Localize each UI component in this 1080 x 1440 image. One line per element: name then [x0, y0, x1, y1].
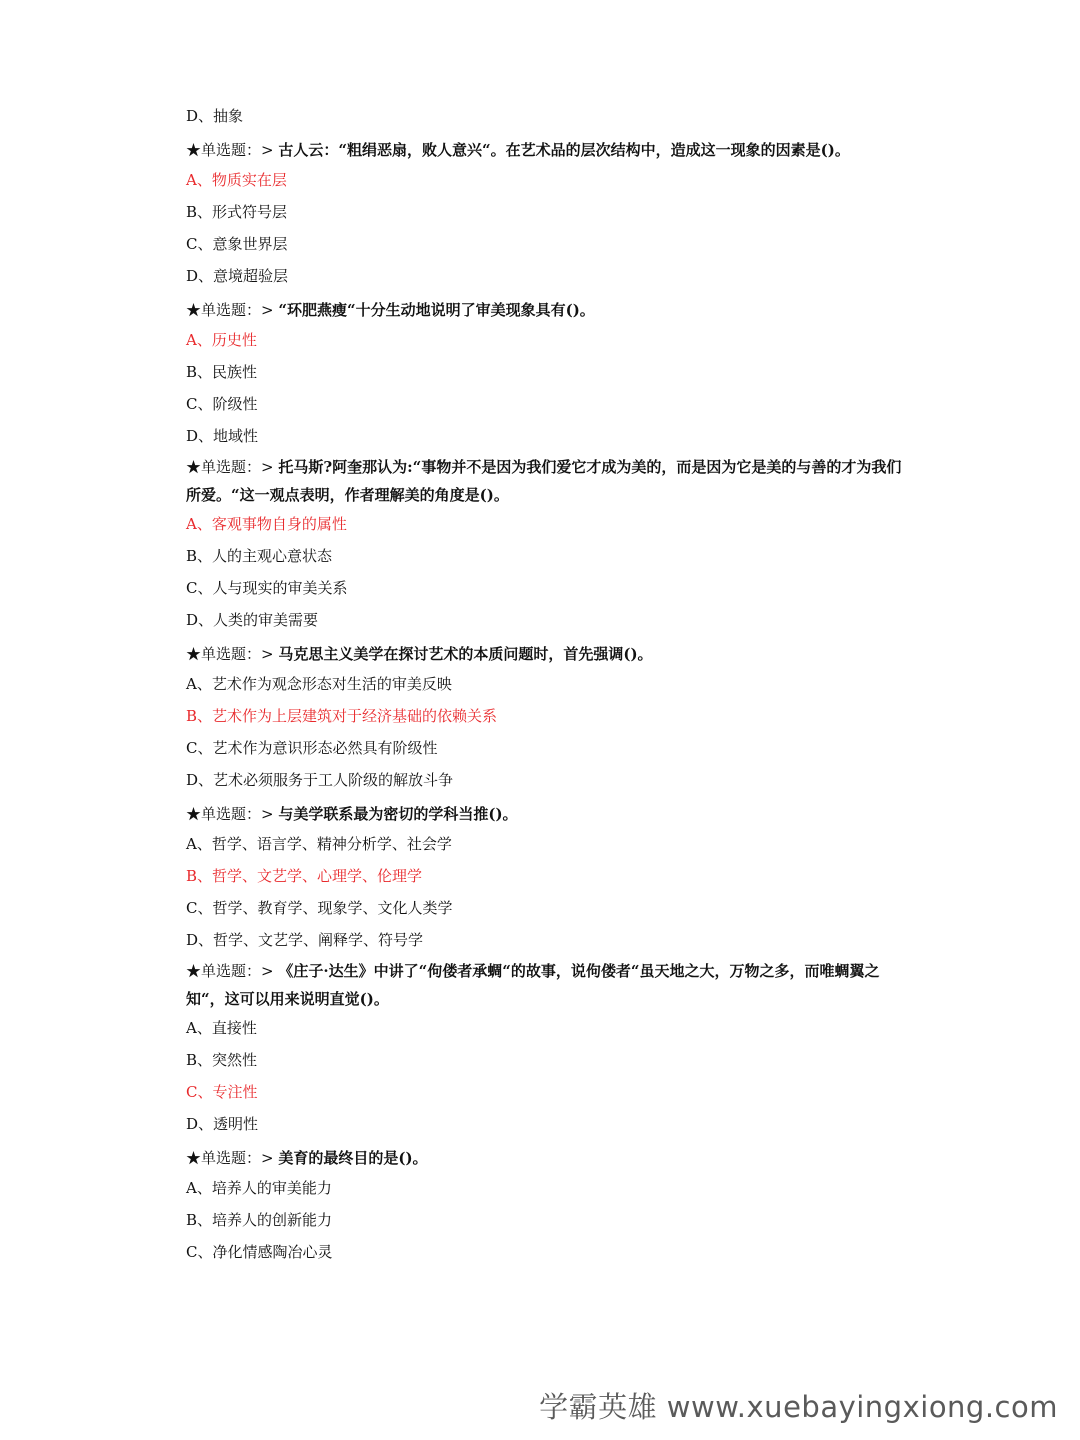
question-stem: 《庄子·达生》中讲了“佝偻者承蜩“的故事，说佝偻者“虽天地之大，万物之多，而唯蜩翼之知“，这可以用来说明直觉()。 [186, 962, 880, 1008]
option: A、直接性 [186, 1019, 257, 1037]
question-3 [186, 453, 916, 509]
question-prefix: ★单选题：> [186, 458, 274, 476]
question-prefix: ★单选题：> [186, 301, 274, 319]
option-correct: B、哲学、文艺学、心理学、伦理学 [186, 867, 423, 885]
option: B、突然性 [186, 1051, 258, 1069]
option: D、透明性 [186, 1115, 259, 1133]
question-prefix: ★单选题：> [186, 962, 274, 980]
option: B、人的主观心意状态 [186, 547, 333, 565]
option-correct: C、专注性 [186, 1083, 258, 1101]
question-4 [186, 640, 916, 668]
question-2 [186, 296, 916, 324]
question-1 [186, 136, 916, 164]
option: C、意象世界层 [186, 235, 288, 253]
question-prefix: ★单选题：> [186, 1149, 274, 1167]
option: C、人与现实的审美关系 [186, 579, 348, 597]
option: D、意境超验层 [186, 267, 289, 285]
option: A、哲学、语言学、精神分析学、社会学 [186, 835, 452, 853]
option-correct: A、物质实在层 [186, 171, 287, 189]
question-prefix: ★单选题：> [186, 805, 274, 823]
option-lead: D、抽象 [186, 107, 244, 125]
question-7 [186, 1144, 916, 1172]
question-5 [186, 800, 916, 828]
option: B、培养人的创新能力 [186, 1211, 333, 1229]
question-stem: 美育的最终目的是()。 [278, 1149, 428, 1167]
question-prefix: ★单选题：> [186, 141, 274, 159]
question-stem: “环肥燕瘦“十分生动地说明了审美现象具有()。 [278, 301, 595, 319]
option-correct: A、历史性 [186, 331, 257, 349]
question-stem: 托马斯?阿奎那认为:“事物并不是因为我们爱它才成为美的，而是因为它是美的与善的才为我们所爱。“这一观点表明，作者理解美的角度是()。 [186, 458, 902, 504]
option: D、地域性 [186, 427, 259, 445]
option: B、形式符号层 [186, 203, 288, 221]
option: D、艺术必须服务于工人阶级的解放斗争 [186, 771, 454, 789]
option: C、净化情感陶冶心灵 [186, 1243, 333, 1261]
question-stem: 与美学联系最为密切的学科当推()。 [278, 805, 518, 823]
option: C、艺术作为意识形态必然具有阶级性 [186, 739, 438, 757]
option: C、阶级性 [186, 395, 258, 413]
option: A、培养人的审美能力 [186, 1179, 332, 1197]
option: D、人类的审美需要 [186, 611, 319, 629]
option-correct: B、艺术作为上层建筑对于经济基础的依赖关系 [186, 707, 498, 725]
option: B、民族性 [186, 363, 258, 381]
option: C、哲学、教育学、现象学、文化人类学 [186, 899, 453, 917]
option: A、艺术作为观念形态对生活的审美反映 [186, 675, 452, 693]
question-6 [186, 957, 916, 1013]
question-prefix: ★单选题：> [186, 645, 274, 663]
question-stem: 马克思主义美学在探讨艺术的本质问题时，首先强调()。 [278, 645, 653, 663]
option-correct: A、客观事物自身的属性 [186, 515, 347, 533]
option: D、哲学、文艺学、阐释学、符号学 [186, 931, 424, 949]
document-body [186, 104, 916, 1272]
site-watermark: 学霸英雄 www.xuebayingxiong.com [539, 1390, 1058, 1424]
question-stem: 古人云：“粗绢恶扇，败人意兴“。在艺术品的层次结构中，造成这一现象的因素是()。 [278, 141, 850, 159]
